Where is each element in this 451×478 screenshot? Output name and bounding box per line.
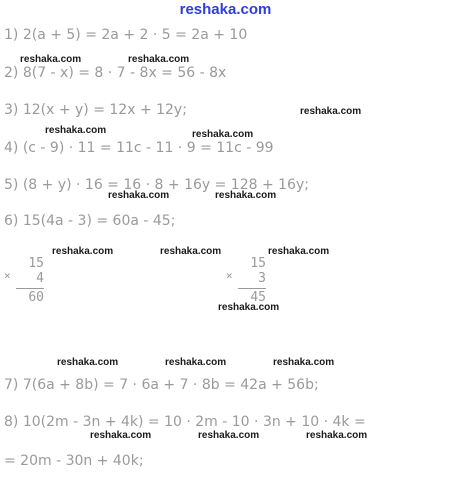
- watermark: reshaka.com: [45, 125, 107, 136]
- watermark: reshaka.com: [165, 357, 227, 368]
- watermark: reshaka.com: [52, 246, 114, 257]
- solution-line-3: 3) 12(x + y) = 12x + 12y;: [4, 102, 187, 118]
- solution-line-4: 4) (c - 9) · 11 = 11c - 11 · 9 = 11c - 99: [4, 140, 274, 156]
- result-bar: [238, 288, 266, 289]
- multiplier: 4: [36, 271, 44, 286]
- watermark: reshaka.com: [218, 302, 280, 313]
- multiply-sign: ×: [4, 269, 11, 282]
- watermark: reshaka.com: [300, 106, 362, 117]
- watermark: reshaka.com: [57, 357, 119, 368]
- result-bar: [16, 288, 44, 289]
- column-multiplication-1: [4, 256, 44, 305]
- watermark: reshaka.com: [108, 190, 170, 201]
- site-header[interactable]: reshaka.com: [179, 1, 272, 18]
- solution-line-8-cont: = 20m - 30n + 40k;: [4, 453, 144, 469]
- watermark: reshaka.com: [90, 430, 152, 441]
- watermark: reshaka.com: [268, 246, 330, 257]
- column-multiplication-2: [226, 256, 266, 305]
- watermark: reshaka.com: [215, 190, 277, 201]
- multiplicand: 15: [28, 256, 44, 271]
- watermark: reshaka.com: [192, 129, 254, 140]
- watermark: reshaka.com: [20, 54, 82, 65]
- watermark: reshaka.com: [160, 246, 222, 257]
- solution-line-5: 5) (8 + y) · 16 = 16 · 8 + 16y = 128 + 16y;: [4, 177, 309, 193]
- watermark: reshaka.com: [198, 430, 260, 441]
- solution-line-2: 2) 8(7 - x) = 8 · 7 - 8x = 56 - 8x: [4, 65, 227, 81]
- watermark: reshaka.com: [128, 54, 190, 65]
- solution-line-6: 6) 15(4a - 3) = 60a - 45;: [4, 213, 176, 229]
- watermark: reshaka.com: [306, 430, 368, 441]
- product: 60: [28, 290, 44, 305]
- product: 45: [250, 290, 266, 305]
- solution-line-8: 8) 10(2m - 3n + 4k) = 10 · 2m - 10 · 3n + 10 · 4k =: [4, 414, 366, 430]
- solution-line-7: 7) 7(6a + 8b) = 7 · 6a + 7 · 8b = 42a + 56b;: [4, 377, 319, 393]
- multiplicand: 15: [250, 256, 266, 271]
- watermark: reshaka.com: [273, 357, 335, 368]
- solution-line-1: 1) 2(a + 5) = 2a + 2 · 5 = 2a + 10: [4, 27, 248, 43]
- multiply-sign: ×: [226, 269, 233, 282]
- multiplier: 3: [258, 271, 266, 286]
